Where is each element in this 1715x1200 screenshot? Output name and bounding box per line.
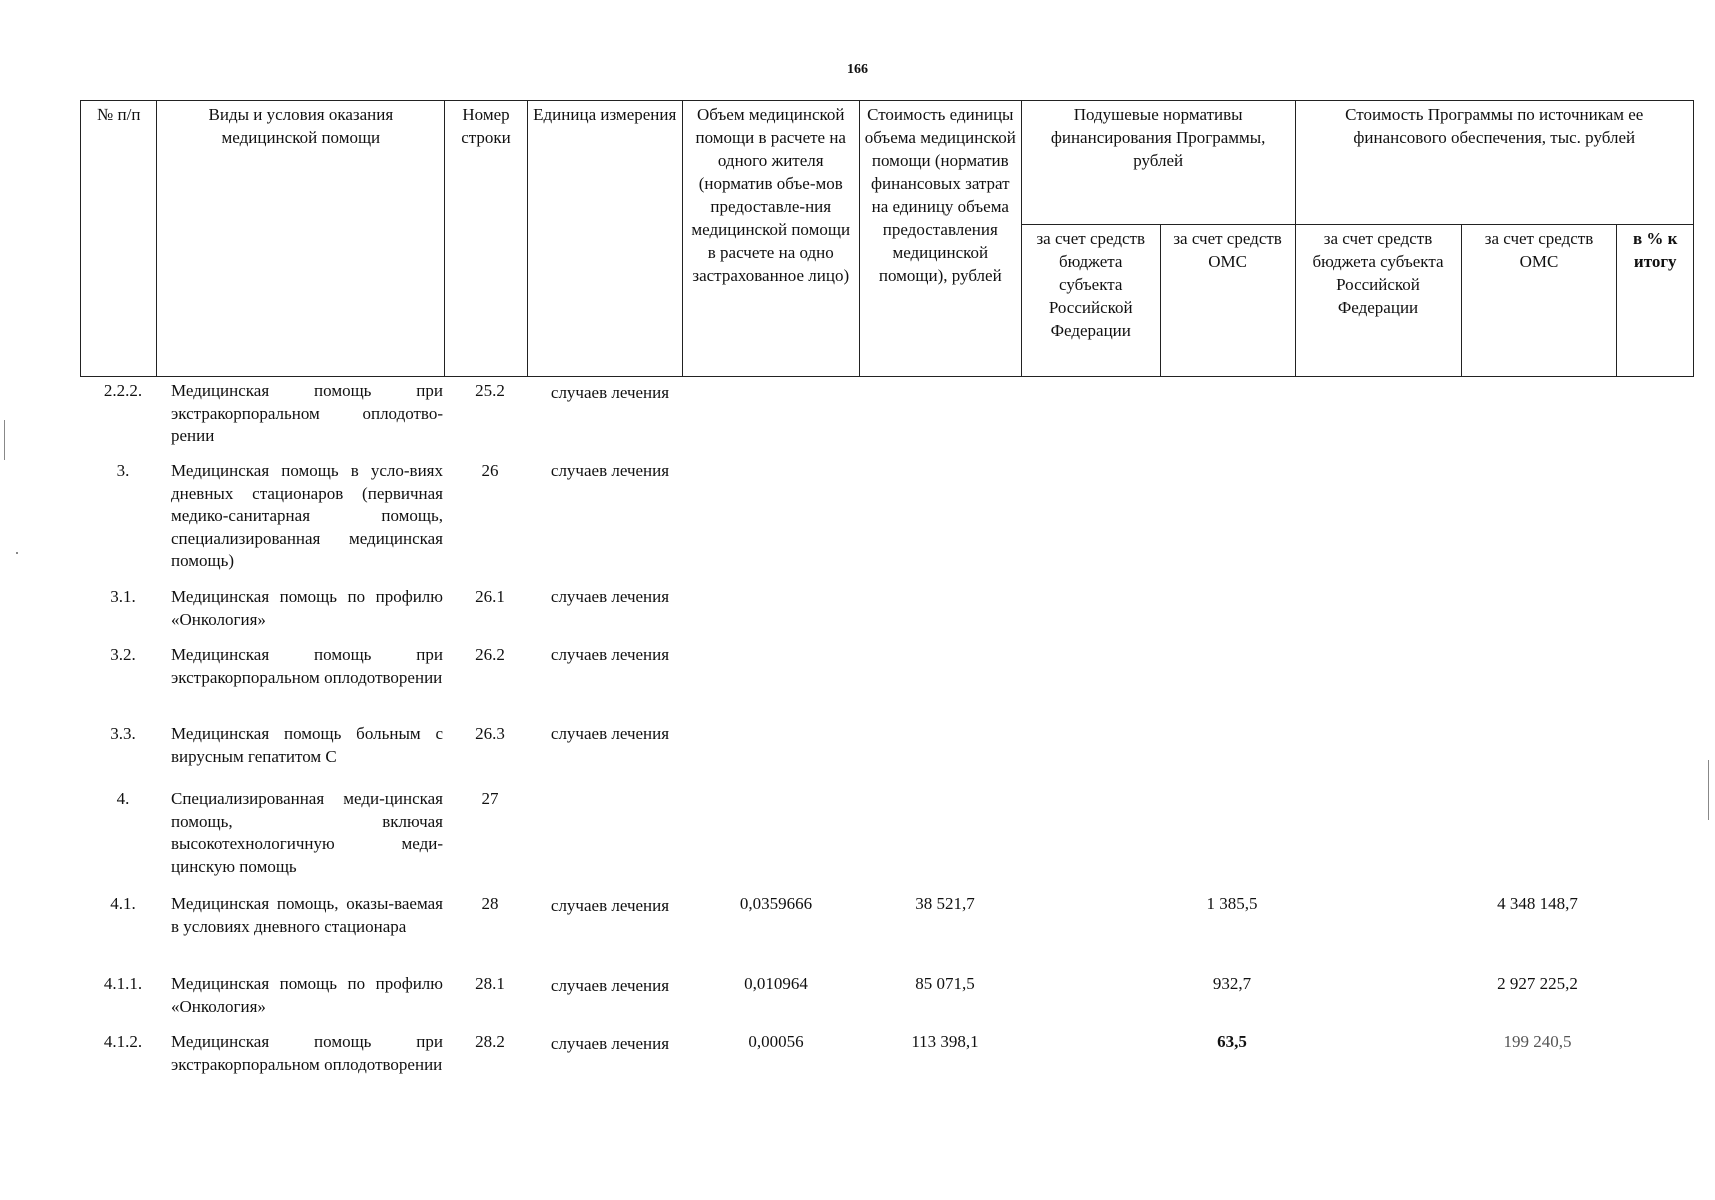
scan-artifact <box>16 552 18 554</box>
page-number: 166 <box>847 62 868 77</box>
row-cost: 113 398,1 <box>911 1032 979 1051</box>
header-pct: в % к итогу <box>1617 225 1694 377</box>
row-unit: случаев лечения <box>550 896 670 915</box>
row-unit: случаев лечения <box>550 461 670 480</box>
row-unit: случаев лечения <box>550 976 670 995</box>
row-line: 27 <box>481 789 499 808</box>
row-line: 26.3 <box>475 724 505 743</box>
scan-artifact <box>4 420 5 460</box>
header-total-oms: за счет средств ОМС <box>1461 225 1617 377</box>
row-num: 3. <box>116 461 130 480</box>
row-num: 4.1. <box>110 894 136 913</box>
row-line: 28.1 <box>475 974 505 993</box>
row-num: 3.3. <box>110 724 136 743</box>
row-name: Медицинская помощь при экстракорпоральном оплодотворении <box>171 1032 443 1074</box>
row-percapita-oms: 932,7 <box>1212 974 1252 993</box>
row-line: 28 <box>481 894 499 913</box>
row-name: Медицинская помощь по профилю «Онкология» <box>171 974 443 1016</box>
header-unit: Единица измерения <box>527 101 682 377</box>
row-cost: 38 521,7 <box>915 894 975 913</box>
row-total-oms: 199 240,5 <box>1503 1032 1572 1051</box>
row-name: Медицинская помощь по профилю «Онкология» <box>171 587 443 629</box>
row-name: Медицинская помощь при экстракорпоральном оплодотво-рении <box>171 381 443 445</box>
row-line: 26 <box>481 461 499 480</box>
row-unit: случаев лечения <box>550 383 670 402</box>
row-line: 25.2 <box>475 381 505 400</box>
row-name: Медицинская помощь, оказы-ваемая в условиях дневного стационара <box>171 894 443 936</box>
header-volume: Объем медицинской помощи в расчете на одного жителя (норматив объе-мов предоставле-ния медицинской помощи в расчете на одно застрахованное лицо) <box>682 101 859 377</box>
row-cost: 85 071,5 <box>915 974 975 993</box>
row-line: 26.1 <box>475 587 505 606</box>
row-num: 2.2.2. <box>103 381 143 400</box>
row-volume: 0,00056 <box>748 1032 804 1051</box>
row-unit: случаев лечения <box>550 724 670 743</box>
row-line: 26.2 <box>475 645 505 664</box>
row-num: 4. <box>116 789 130 808</box>
header-type: Виды и условия оказания медицинской помощи <box>157 101 445 377</box>
row-percapita-oms: 1 385,5 <box>1206 894 1258 913</box>
header-total-budget: за счет средств бюджета субъекта Российской Федерации <box>1295 225 1461 377</box>
row-line: 28.2 <box>475 1032 505 1051</box>
row-num: 3.1. <box>110 587 136 606</box>
row-name: Медицинская помощь в усло-виях дневных стационаров (первичная медико-санитарная помощь, специализированная медицинская помощь) <box>171 461 443 570</box>
header-percapita-budget: за счет средств бюджета субъекта Российской Федерации <box>1021 225 1160 377</box>
row-name: Специализированная меди-цинская помощь, включая высокотехнологичную меди-цинскую помощь <box>171 789 443 876</box>
header-num: № п/п <box>81 101 157 377</box>
row-unit: случаев лечения <box>550 587 670 606</box>
row-name: Медицинская помощь больным с вирусным гепатитом С <box>171 724 443 766</box>
header-cost: Стоимость единицы объема медицинской помощи (норматив финансовых затрат на единицу объема предоставления медицинской помощи), рублей <box>859 101 1021 377</box>
header-percapita-oms: за счет средств ОМС <box>1160 225 1295 377</box>
header-percapita-group: Подушевые нормативы финансирования Программы, рублей <box>1021 101 1295 225</box>
row-num: 4.1.1. <box>103 974 143 993</box>
row-unit: случаев лечения <box>550 1034 670 1053</box>
header-total-group: Стоимость Программы по источникам ее финансового обеспечения, тыс. рублей <box>1295 101 1694 225</box>
table-header <box>80 100 1694 377</box>
scan-artifact <box>1708 760 1709 820</box>
row-total-oms: 2 927 225,2 <box>1497 974 1578 993</box>
header-line: Номер строки <box>445 101 528 377</box>
row-unit: случаев лечения <box>550 645 670 664</box>
row-num: 3.2. <box>110 645 136 664</box>
row-name: Медицинская помощь при экстракорпоральном оплодотворении <box>171 645 443 687</box>
row-num: 4.1.2. <box>103 1032 143 1051</box>
row-volume: 0,010964 <box>744 974 808 993</box>
row-percapita-oms: 63,5 <box>1217 1032 1247 1051</box>
row-total-oms: 4 348 148,7 <box>1497 894 1578 913</box>
row-volume: 0,0359666 <box>739 894 813 913</box>
